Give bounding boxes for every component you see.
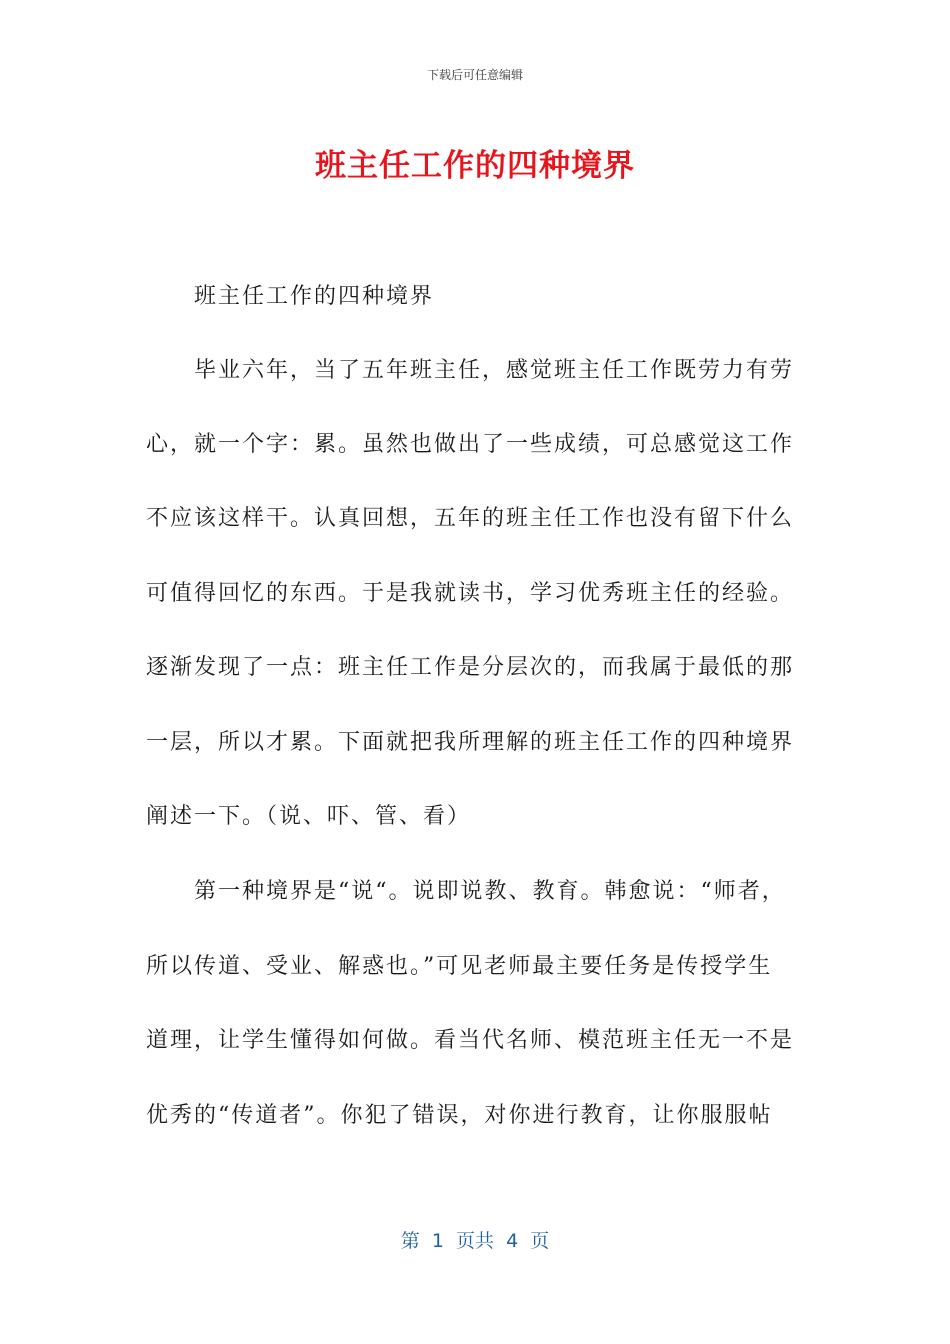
document-title: 班主任工作的四种境界 <box>315 148 635 184</box>
paragraph-line: 不应该这样干。认真回想，五年的班主任工作也没有留下什么 <box>146 506 795 531</box>
paragraph-line: 班主任工作的四种境界 <box>194 284 435 309</box>
paragraph-line: 心，就一个字：累。虽然也做出了一些成绩，可总感觉这工作 <box>146 432 795 457</box>
paragraph-line: 第一种境界是“说“。说即说教、教育。韩愈说：“师者， <box>194 879 786 904</box>
paragraph-line: 优秀的“传道者”。你犯了错误，对你进行教育，让你服服帖 <box>146 1103 773 1128</box>
paragraph-line: 逐渐发现了一点：班主任工作是分层次的，而我属于最低的那 <box>146 655 795 680</box>
paragraph-line: 所以传道、受业、解惑也。”可见老师最主要任务是传授学生 <box>146 954 773 979</box>
page-footer: 第 1 页共 4 页 <box>400 1230 550 1252</box>
paragraph-line: 可值得回忆的东西。于是我就读书，学习优秀班主任的经验。 <box>146 581 795 606</box>
paragraph-line: 一层，所以才累。下面就把我所理解的班主任工作的四种境界 <box>146 730 795 755</box>
header-note: 下载后可任意编辑 <box>426 68 523 82</box>
paragraph-line: 毕业六年，当了五年班主任，感觉班主任工作既劳力有劳 <box>194 358 795 383</box>
paragraph-line: 阐述一下。（说、吓、管、看） <box>146 804 472 829</box>
paragraph-line: 道理，让学生懂得如何做。看当代名师、模范班主任无一不是 <box>146 1028 795 1053</box>
